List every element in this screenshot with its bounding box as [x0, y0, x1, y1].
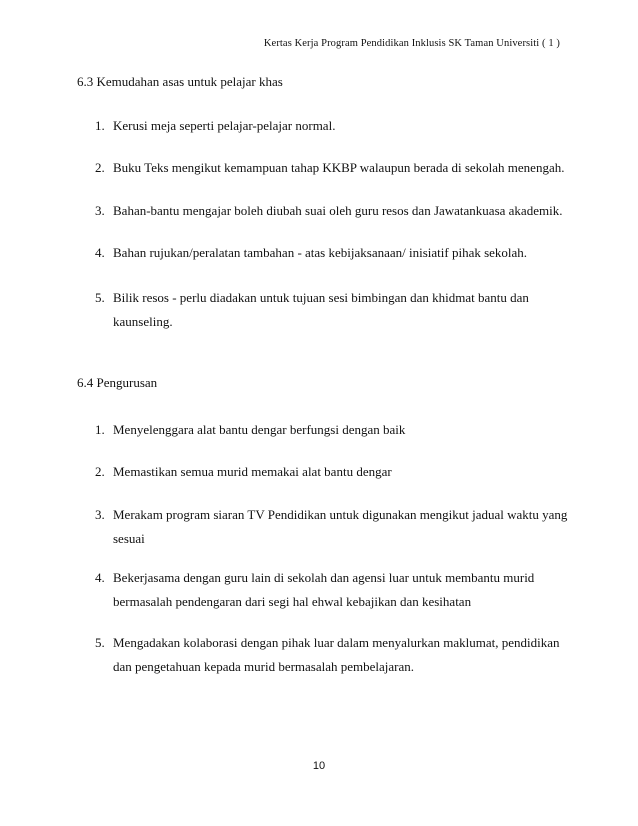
list-item-text: Bilik resos - perlu diadakan untuk tujuan sesi bimbingan dan khidmat bantu dan kaunseling. [113, 290, 529, 329]
page-number: 10 [312, 760, 326, 772]
list-item-text: Merakam program siaran TV Pendidikan untuk digunakan mengikut jadual waktu yang sesuai [113, 507, 568, 546]
list-item-text: Bekerjasama dengan guru lain di sekolah dan agensi luar untuk membantu murid bermasalah pendengaran dari segi hal ehwal kebajikan dan kesihatan [113, 570, 535, 609]
list-item-number: 4. [95, 570, 105, 585]
list-item-number: 2. [95, 160, 105, 175]
list-item [95, 503, 575, 551]
list-item-number: 3. [95, 203, 105, 218]
list-item-text: Kerusi meja seperti pelajar-pelajar normal. [113, 118, 336, 133]
list-item-text: Bahan-bantu mengajar boleh diubah suai oleh guru resos dan Jawatankuasa akademik. [113, 203, 563, 218]
list-item-number: 4. [95, 245, 105, 260]
list-item-number: 5. [95, 290, 105, 305]
list-item [95, 631, 575, 679]
section-heading-6-3: 6.3 Kemudahan asas untuk pelajar khas [77, 74, 283, 89]
list-item-text: Memastikan semua murid memakai alat bantu dengar [113, 464, 392, 479]
section-heading-6-4: 6.4 Pengurusan [77, 375, 158, 390]
list-item-number: 2. [95, 464, 105, 479]
list-item-number: 1. [95, 422, 105, 437]
list-item-text: Menyelenggara alat bantu dengar berfungsi dengan baik [113, 422, 406, 437]
list-item [95, 566, 575, 614]
list-item [95, 199, 575, 223]
list-item [95, 286, 575, 334]
list-item [95, 156, 575, 180]
list-item-number: 5. [95, 635, 105, 650]
list-item-number: 1. [95, 118, 105, 133]
running-header: Kertas Kerja Program Pendidikan Inklusis SK Taman Universiti ( 1 ) [263, 38, 560, 49]
list-item-number: 3. [95, 507, 105, 522]
list-item [95, 418, 575, 442]
list-item-text: Mengadakan kolaborasi dengan pihak luar dalam menyalurkan maklumat, pendidikan dan pengetahuan kepada murid bermasalah pembelajaran. [113, 635, 560, 674]
list-item [95, 114, 575, 138]
list-item-text: Buku Teks mengikut kemampuan tahap KKBP walaupun berada di sekolah menengah. [113, 160, 565, 175]
list-item [95, 460, 575, 484]
list-item [95, 241, 575, 265]
list-item-text: Bahan rujukan/peralatan tambahan - atas kebijaksanaan/ inisiatif pihak sekolah. [113, 245, 528, 260]
